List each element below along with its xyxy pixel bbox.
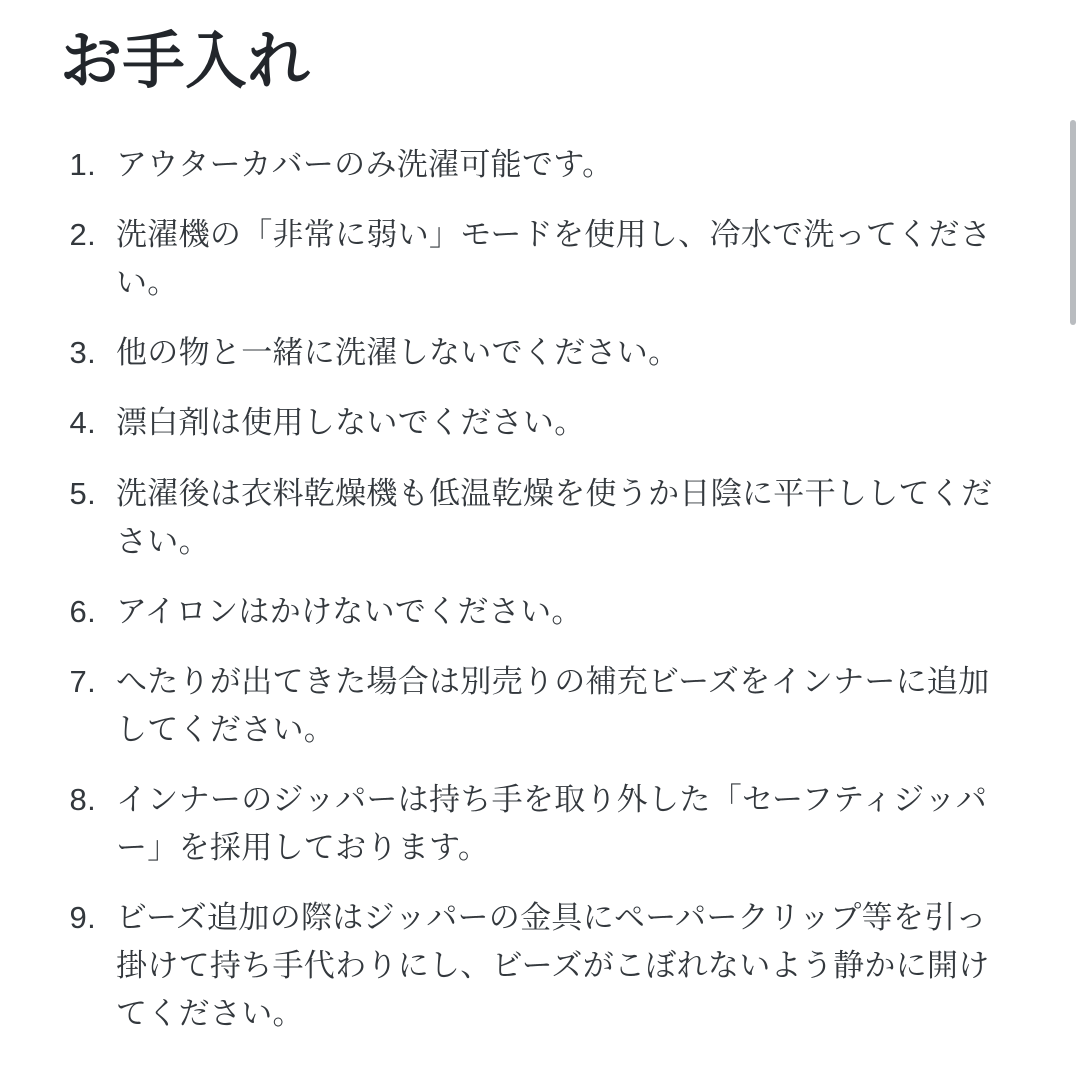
list-item xyxy=(54,470,1020,566)
list-item-text: ビーズ追加の際はジッパーの金具にペーパークリップ等を引っ掛けて持ち手代わりにし、ビーズがこぼれないよう静かに開けてください。 xyxy=(116,899,990,1031)
list-item-number: 4. xyxy=(69,405,96,441)
list-item xyxy=(54,658,1020,754)
list-item-number: 7. xyxy=(69,663,96,699)
list-item-number: 1. xyxy=(69,147,96,183)
list-item-number: 2. xyxy=(69,217,96,253)
list-item-number: 3. xyxy=(69,335,96,371)
list-item-text: アウターカバーのみ洗濯可能です。 xyxy=(116,147,614,183)
list-item xyxy=(54,399,1020,447)
list-item xyxy=(54,776,1020,872)
page-title: お手入れ xyxy=(60,27,311,96)
list-item-number: 9. xyxy=(69,899,96,935)
list-item-text: 他の物と一緒に洗濯しないでください。 xyxy=(116,335,680,371)
scrollbar-thumb[interactable] xyxy=(1070,120,1076,325)
list-item xyxy=(54,141,1020,189)
list-item xyxy=(54,211,1020,307)
page-scrollbar[interactable] xyxy=(1066,0,1080,1080)
list-item xyxy=(54,894,1020,1038)
list-item-text: インナーのジッパーは持ち手を取り外した「セーフティジッパー」を採用しております。 xyxy=(116,781,988,865)
care-instructions-list xyxy=(54,141,1020,1038)
list-item-text: へたりが出てきた場合は別売りの補充ビーズをインナーに追加してください。 xyxy=(116,663,990,747)
list-item xyxy=(54,329,1020,377)
list-item-text: 洗濯後は衣料乾燥機も低温乾燥を使うか日陰に平干ししてください。 xyxy=(116,475,993,559)
list-item-number: 5. xyxy=(69,475,96,511)
list-item-text: 漂白剤は使用しないでください。 xyxy=(116,405,586,441)
list-item-number: 8. xyxy=(69,781,96,817)
list-item-text: アイロンはかけないでください。 xyxy=(116,593,583,629)
list-item xyxy=(54,588,1020,636)
list-item-number: 6. xyxy=(69,593,96,629)
list-item-text: 洗濯機の「非常に弱い」モードを使用し、冷水で洗ってください。 xyxy=(116,217,992,301)
